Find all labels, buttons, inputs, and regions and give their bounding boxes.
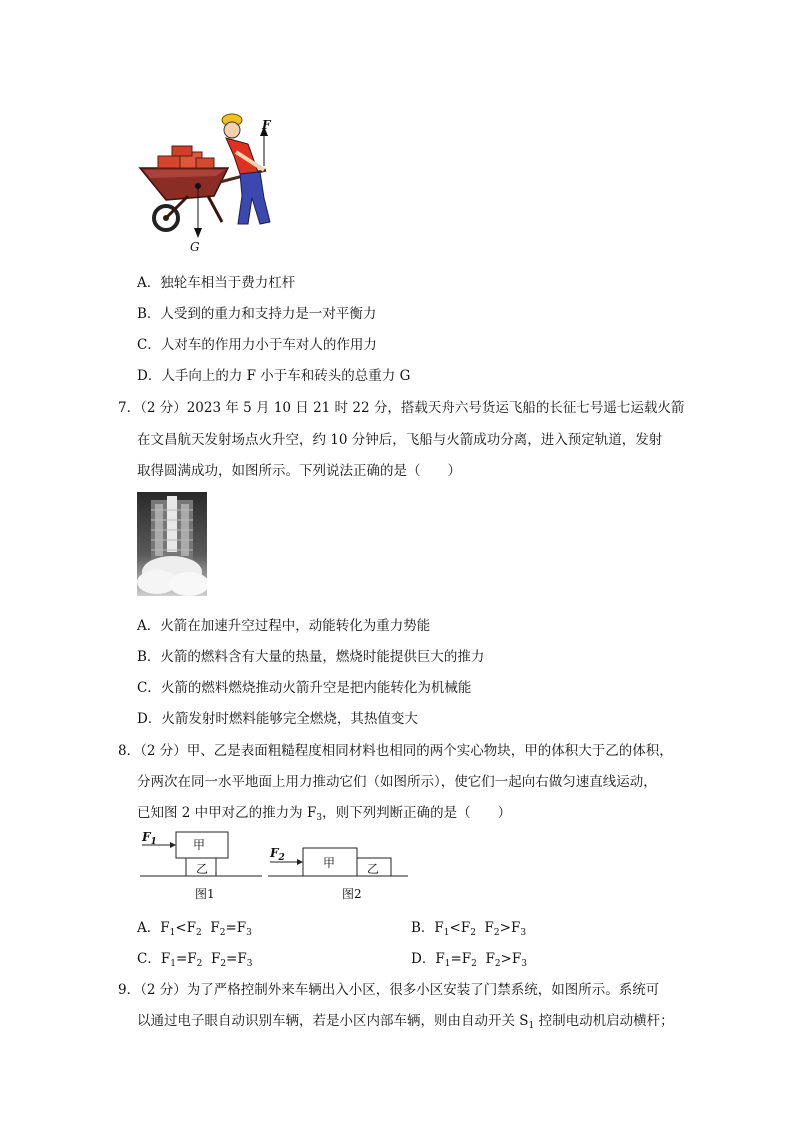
q8-option-c: C．$F_1=F_2$ $F_2=F_3$	[137, 951, 253, 969]
q6-option-c: C．人对车的作用力小于车对人的作用力	[137, 337, 377, 353]
q8-fig1-block-b: 乙	[196, 862, 209, 876]
q8-option-d: D．$F_1=F_2$ $F_2>F_3$	[411, 951, 527, 969]
q8-fig2-block-a: 甲	[323, 856, 336, 870]
q8-fig2-block-b: 乙	[367, 862, 380, 876]
q8-stem-line-1: 8．（2 分）甲、乙是表面粗糙程度相同材料也相同的两个实心物块，甲的体积大于乙的体积，	[118, 743, 673, 759]
q8-option-b: B．$F_1<F_2$ $F_2>F_3$	[411, 920, 527, 938]
q7-option-b: B．火箭的燃料含有大量的热量，燃烧时能提供巨大的推力	[137, 649, 485, 665]
q6-option-b: B．人受到的重力和支持力是一对平衡力	[137, 306, 377, 322]
q7-stem-line-1: 7．（2 分）2023 年 5 月 10 日 21 时 22 分，搭载天舟六号货运飞船的长征七号遥七运载火箭	[118, 400, 685, 416]
q8-stem-line-2: 分两次在同一水平地面上用力推动它们（如图所示），使它们一起向右做匀速直线运动，	[137, 774, 657, 790]
q8-fig1-force-label: $F_1$	[142, 830, 157, 847]
q7-stem-line-3: 取得圆满成功，如图所示。下列说法正确的是（ ）	[137, 463, 461, 479]
q9-stem-line-1: 9．（2 分）为了严格控制外来车辆出入小区，很多小区安装了门禁系统，如图所示。系统可	[118, 982, 660, 998]
q7-stem-line-2: 在文昌航天发射场点火升空，约 10 分钟后，飞船与火箭成功分离，进入预定轨道，发射	[137, 432, 663, 448]
q8-figure-2	[268, 844, 413, 882]
q8-fig2-force-label: $F_2$	[270, 846, 285, 863]
q6-option-a: A．独轮车相当于费力杠杆	[137, 275, 296, 291]
q8-stem-line-3: 已知图 2 中甲对乙的推力为 $F_3$，则下列判断正确的是（ ）	[137, 805, 512, 823]
q8-option-a: A．$F_1<F_2$ $F_2=F_3$	[137, 920, 252, 938]
q9-stem-line-2: 以通过电子眼自动识别车辆，若是小区内部车辆，则由自动开关 $S_1$ 控制电动机启动横杆；	[137, 1013, 674, 1031]
q8-fig1-block-a: 甲	[193, 838, 206, 852]
force-f-label: F	[262, 118, 271, 132]
rocket-launch-photo	[137, 492, 207, 596]
q7-option-d: D．火箭发射时燃料能够完全燃烧，其热值变大	[137, 711, 418, 727]
gravity-g-label: G	[190, 240, 200, 254]
q7-option-c: C．火箭的燃料燃烧推动火箭升空是把内能转化为机械能	[137, 680, 472, 696]
q8-fig1-caption: 图1	[195, 887, 215, 901]
q7-option-a: A．火箭在加速升空过程中，动能转化为重力势能	[137, 618, 431, 634]
q8-fig2-caption: 图2	[342, 887, 362, 901]
q6-option-d: D．人手向上的力 F 小于车和砖头的总重力 G	[137, 368, 411, 384]
